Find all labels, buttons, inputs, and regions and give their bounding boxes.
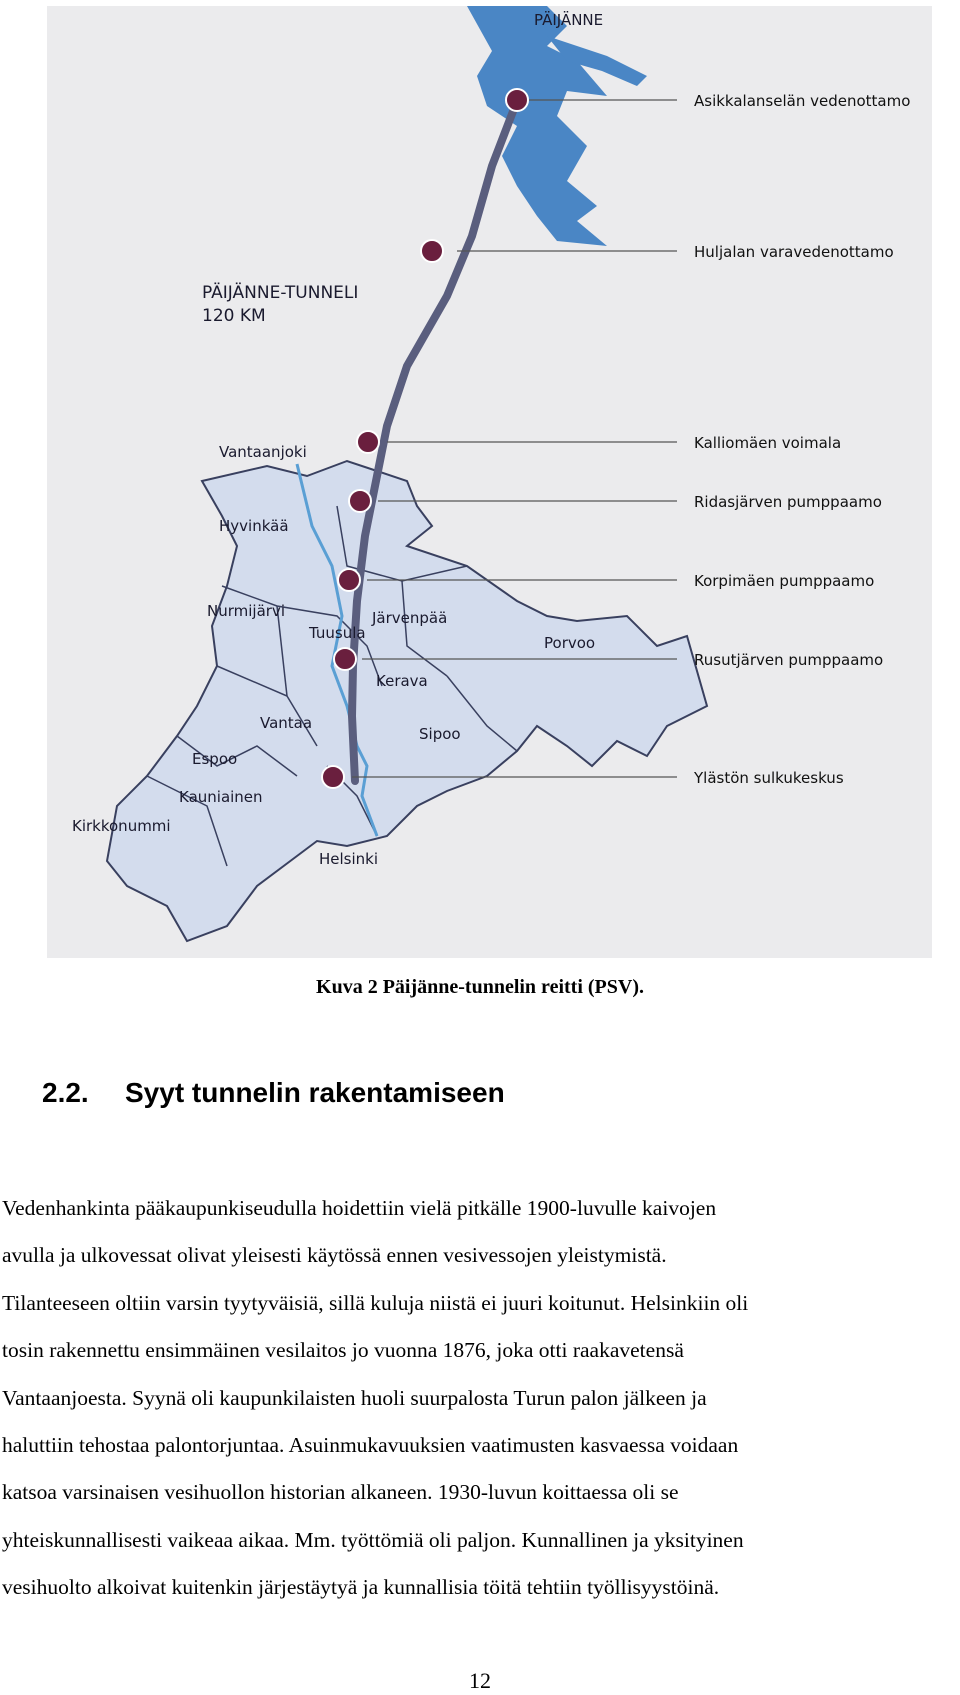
paragraph-line: tosin rakennettu ensimmäinen vesilaitos jo vuonna 1876, joka otti raakavetensä (2, 1338, 684, 1363)
station-marker-korpimaki (338, 569, 360, 591)
section-title: Syyt tunnelin rakentamiseen (125, 1077, 505, 1108)
place-label-hyvinkaa: Hyvinkää (219, 517, 289, 535)
paragraph-line: vesihuolto alkoivat kuitenkin järjestäytyä ja kunnallisia töitä tehtiin työllisyystöinä. (2, 1575, 720, 1600)
station-label: Huljalan varavedenottamo (694, 243, 894, 261)
place-label-kauniainen: Kauniainen (179, 788, 263, 806)
place-label-sipoo: Sipoo (419, 725, 461, 743)
place-label-vantaanjoki: Vantaanjoki (219, 443, 307, 461)
place-label-helsinki: Helsinki (319, 850, 379, 868)
station-label: Rusutjärven pumppaamo (694, 651, 884, 669)
paragraph-line: yhteiskunnallisesti vaikeaa aikaa. Mm. työttömiä oli paljon. Kunnallinen ja yksityinen (2, 1527, 744, 1552)
place-label-tuusula: Tuusula (309, 624, 366, 642)
section-heading (42, 1077, 505, 1109)
place-label-jarvenpaa: Järvenpää (372, 609, 448, 627)
tunnel-title-line2: 120 KM (202, 306, 266, 326)
place-label-espoo: Espoo (192, 750, 238, 768)
paragraph-line: haluttiin tehostaa palontorjuntaa. Asuinmukavuuksien vaatimusten kasvaessa voidaan (2, 1433, 739, 1458)
station-marker-ridasjarvi (349, 490, 371, 512)
paragraph-line: Vedenhankinta pääkaupunkiseudulla hoidettiin vielä pitkälle 1900-luvulle kaivojen (2, 1196, 717, 1220)
place-label-nurmijarvi: Nurmijärvi (207, 602, 285, 620)
page-number: 12 (469, 1668, 491, 1693)
station-label: Korpimäen pumppaamo (694, 572, 875, 590)
station-marker-ylasto (322, 766, 344, 788)
place-label-vantaa: Vantaa (260, 714, 313, 732)
paragraph-line: katsoa varsinaisen vesihuollon historian alkaneen. 1930-luvun koittaessa oli se (2, 1480, 679, 1505)
body-paragraph (2, 1185, 958, 1612)
paragraph-line: avulla ja ulkovessat olivat yleisesti käytössä ennen vesivessojen yleistymistä. (2, 1243, 667, 1268)
figure-caption: Kuva 2 Päijänne-tunnelin reitti (PSV). (316, 976, 644, 998)
station-marker-asikkalanselka (506, 89, 528, 111)
station-marker-huljala (421, 240, 443, 262)
paragraph-line: Tilanteeseen oltiin varsin tyytyväisiä, sillä kuluja niistä ei juuri koitunut. Helsinkiin oli (2, 1290, 749, 1315)
tunnel-title-line1: PÄIJÄNNE-TUNNELI (202, 283, 359, 303)
tunnel-route-map (47, 6, 932, 958)
place-label-porvoo: Porvoo (544, 634, 596, 652)
section-number: 2.2. (42, 1077, 89, 1108)
lake-label: PÄIJÄNNE (534, 11, 604, 29)
station-label: Kalliomäen voimala (694, 434, 842, 452)
station-label: Asikkalanselän vedenottamo (694, 92, 911, 110)
place-label-kerava: Kerava (376, 672, 428, 690)
station-marker-kalliomaki (357, 431, 379, 453)
station-label: Ridasjärven pumppaamo (694, 493, 882, 511)
station-marker-rusutjarvi (334, 648, 356, 670)
station-label: Ylästön sulkukeskus (694, 769, 844, 787)
place-label-kirkkonummi: Kirkkonummi (72, 817, 171, 835)
paragraph-line: Vantaanjoesta. Syynä oli kaupunkilaisten huoli suurpalosta Turun palon jälkeen ja (2, 1385, 707, 1410)
